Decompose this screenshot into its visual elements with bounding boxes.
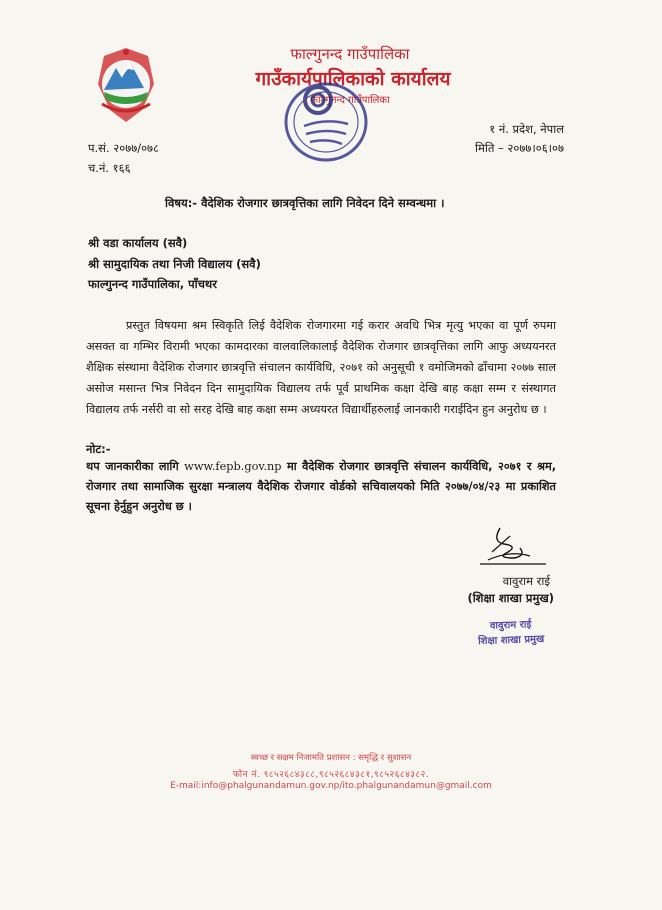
note-text-intro: थप जानकारीका लागि [86, 460, 185, 473]
recipient-line: फाल्गुनन्द गाउँपालिका, पाँचथर [88, 277, 217, 291]
letter-body: प्रस्तुत विषयमा श्रम स्विकृति लिई वैदेशिक रोजगारमा गई करार अवधि भित्र मृत्यु भएका वा पूर्ण रुपमा असक्त वा गम्भिर विरामी भएका कामदारका वालवालिकालाई वैदेशिक रोजगार छात्रवृत्तिका लागि आफु अध्ययनरत शैक्षिक संस्थामा वैदेशिक रोजगार छात्रवृत्ति संचालन कार्यविधि, २०७१ को अनुसूची १ वमोजिमको ढाँचामा २०७७ साल असोज मसान्त भित्र निवेदन दिन सामुदायिक विद्यालय तर्फ पूर्व प्राथमिक कक्षा देखि बाह कक्षा सम्म र संस्थागत विद्यालय तर्फ नर्सरी वा सो सरह देखि बाह कक्षा सम्म अध्ययरत विद्यार्थीहरुलाई जानकारी गराईदिन हुन अनुरोध छ । [86, 319, 556, 416]
province-label: १ नं. प्रदेश, नेपाल [489, 122, 564, 136]
subject-line: विषय:- वैदेशिक रोजगार छात्रवृत्तिका लागि निवेदन दिने सम्वन्धमा । [165, 196, 445, 210]
note-label: नोट:- [86, 442, 111, 456]
note-text-rest: मा वैदेशिक रोजगार छात्रवृत्ति संचालन कार्यविधि, २०७१ र श्रम, रोजगार तथा सामाजिक सुरक्षा मन्त्रालय वैदेशिक रोजगार वोर्डको सचिवालयको मिति २०७७/०४/२३ मा प्रकाशित सूचना हेर्नुहुन अनुरोध छ । [86, 460, 556, 513]
website-link[interactable]: www.fepb.gov.np [184, 460, 282, 473]
name-stamp-line: वावुराम राई [489, 619, 532, 632]
signer-name: वावुराम राई [502, 574, 550, 588]
recipient-line: श्री सामुदायिक तथा निजी विद्यालय (सवै) [88, 257, 261, 271]
footer-phone: फोन नं. ९८५२६८४३८८,९८५२६८४३८१,९८५२६८४३८२. [232, 770, 430, 780]
recipient-line: श्री वडा कार्यालय (सवै) [88, 236, 188, 250]
note-text [86, 457, 556, 517]
reference-number: प.सं. २०७७/०७८ [88, 141, 160, 155]
nepal-emblem-icon [88, 44, 164, 126]
name-stamp [465, 616, 556, 655]
footer-motto: स्वच्छ र सक्षम निजामति प्रशासन : समृद्धि र सुशासन [250, 753, 412, 763]
dispatch-number: च.नं. १६६ [88, 161, 131, 175]
footer-email[interactable]: E-mail:info@phalgunandamun.gov.np/ito.phalgunandamun@gmail.com [170, 781, 492, 791]
letter-date: मिति – २०७७।०६।०७ [474, 141, 564, 155]
signer-title: (शिक्षा शाखा प्रमुख) [467, 591, 554, 605]
header-subtitle: फाल्गुनन्द गाउँपालिका [310, 95, 390, 106]
name-stamp-line: शिक्षा शाखा प्रमुख [477, 633, 545, 648]
header-municipality-name: फाल्गुनन्द गाउँपालिका [290, 45, 410, 63]
office-seal-stamp [280, 76, 372, 168]
header-office-name: गाउँकार्यपालिकाको कार्यालय [255, 68, 451, 90]
handwritten-signature [470, 522, 556, 572]
